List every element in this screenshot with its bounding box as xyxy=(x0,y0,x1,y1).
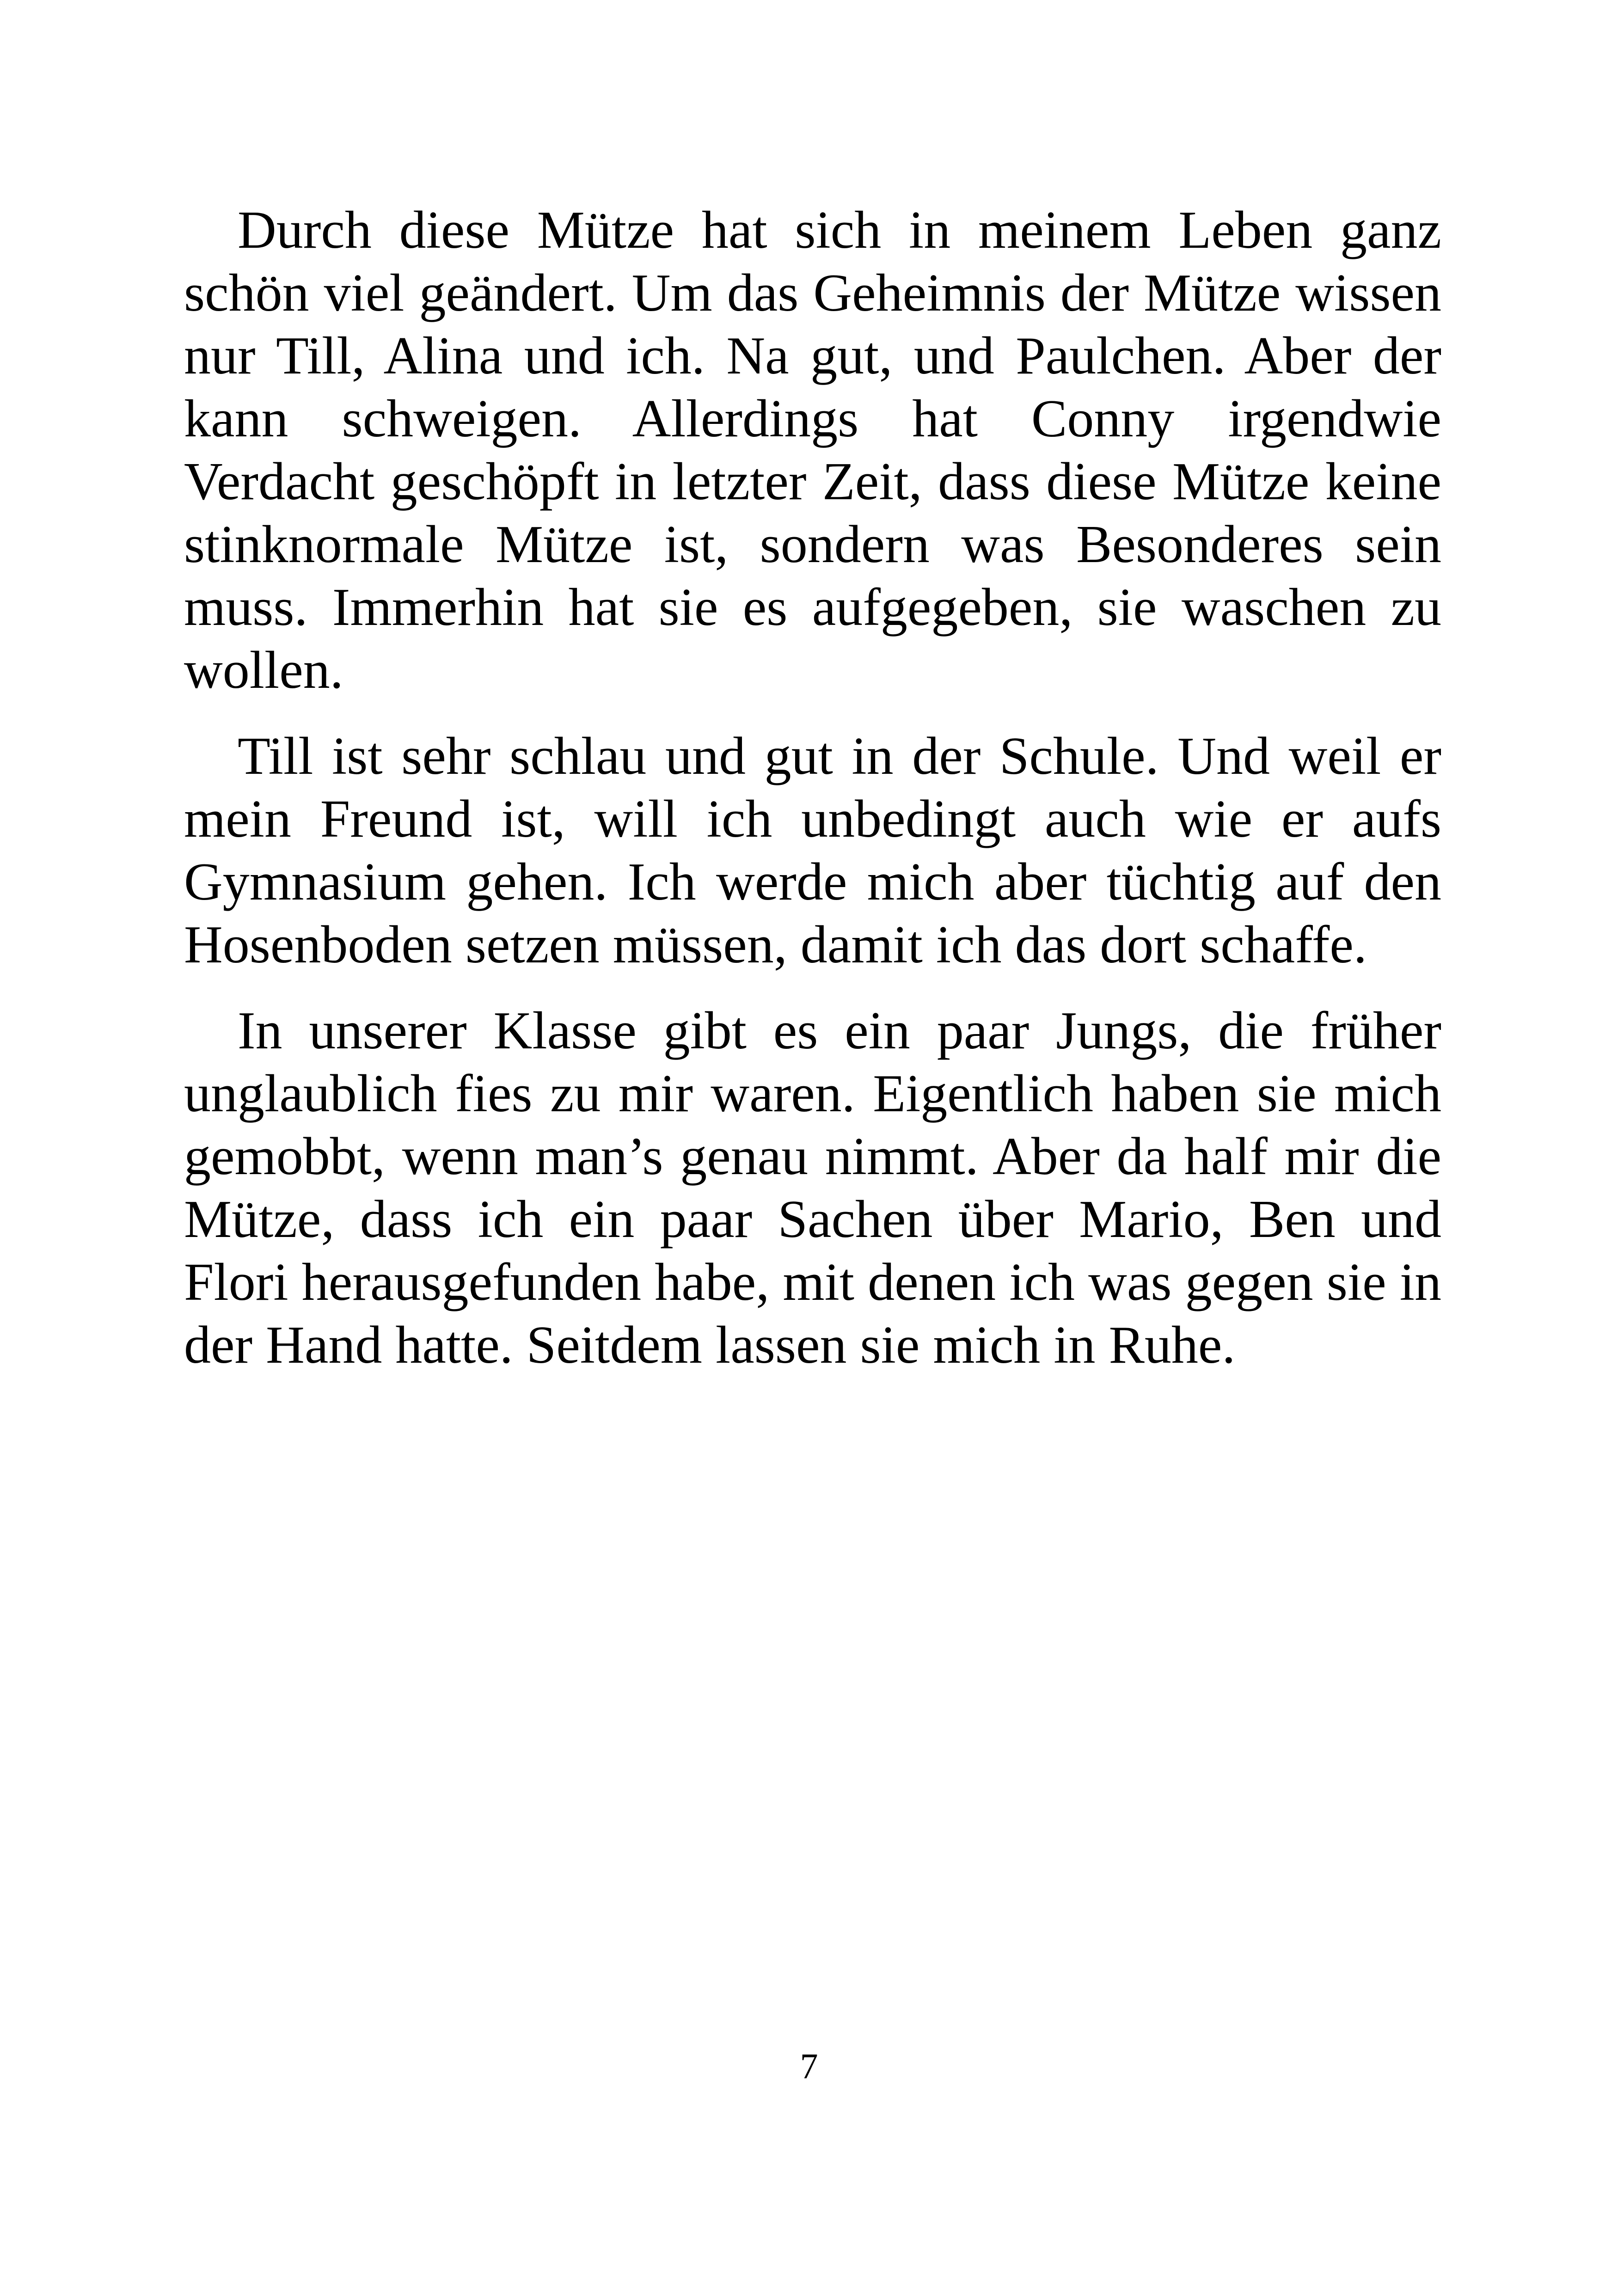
paragraph-3: In unserer Klasse gibt es ein paar Jungs, die früher unglaublich fies zu mir waren. Eigentlich haben sie mich gemobbt, wenn man’s genau nimmt. Aber da half mir die Mütze, dass ich ein paar Sachen über Mario, Ben und Flori herausgefunden habe, mit denen ich was gegen sie in der Hand hatte. Seitdem lassen sie mich in Ruhe. xyxy=(184,1001,1441,1375)
page-number: 7 xyxy=(800,2046,818,2086)
paragraph-2: Till ist sehr schlau und gut in der Schule. Und weil er mein Freund ist, will ich unbedingt auch wie er aufs Gymnasium gehen. Ich werde mich aber tüchtig auf den Hosenboden setzen müssen, damit ich das dort schaffe. xyxy=(184,727,1441,974)
paragraph-1: Durch diese Mütze hat sich in meinem Leben ganz schön viel geändert. Um das Geheimnis der Mütze wissen nur Till, Alina und ich. Na gut, und Paulchen. Aber der kann schweigen. Allerdings hat Conny irgendwie Verdacht geschöpft in letzter Zeit, dass diese Mütze keine stinknormale Mütze ist, sondern was Besonderes sein muss. Immerhin hat sie es aufgegeben, sie waschen zu wollen. xyxy=(184,201,1441,700)
body-text xyxy=(184,199,1441,1400)
